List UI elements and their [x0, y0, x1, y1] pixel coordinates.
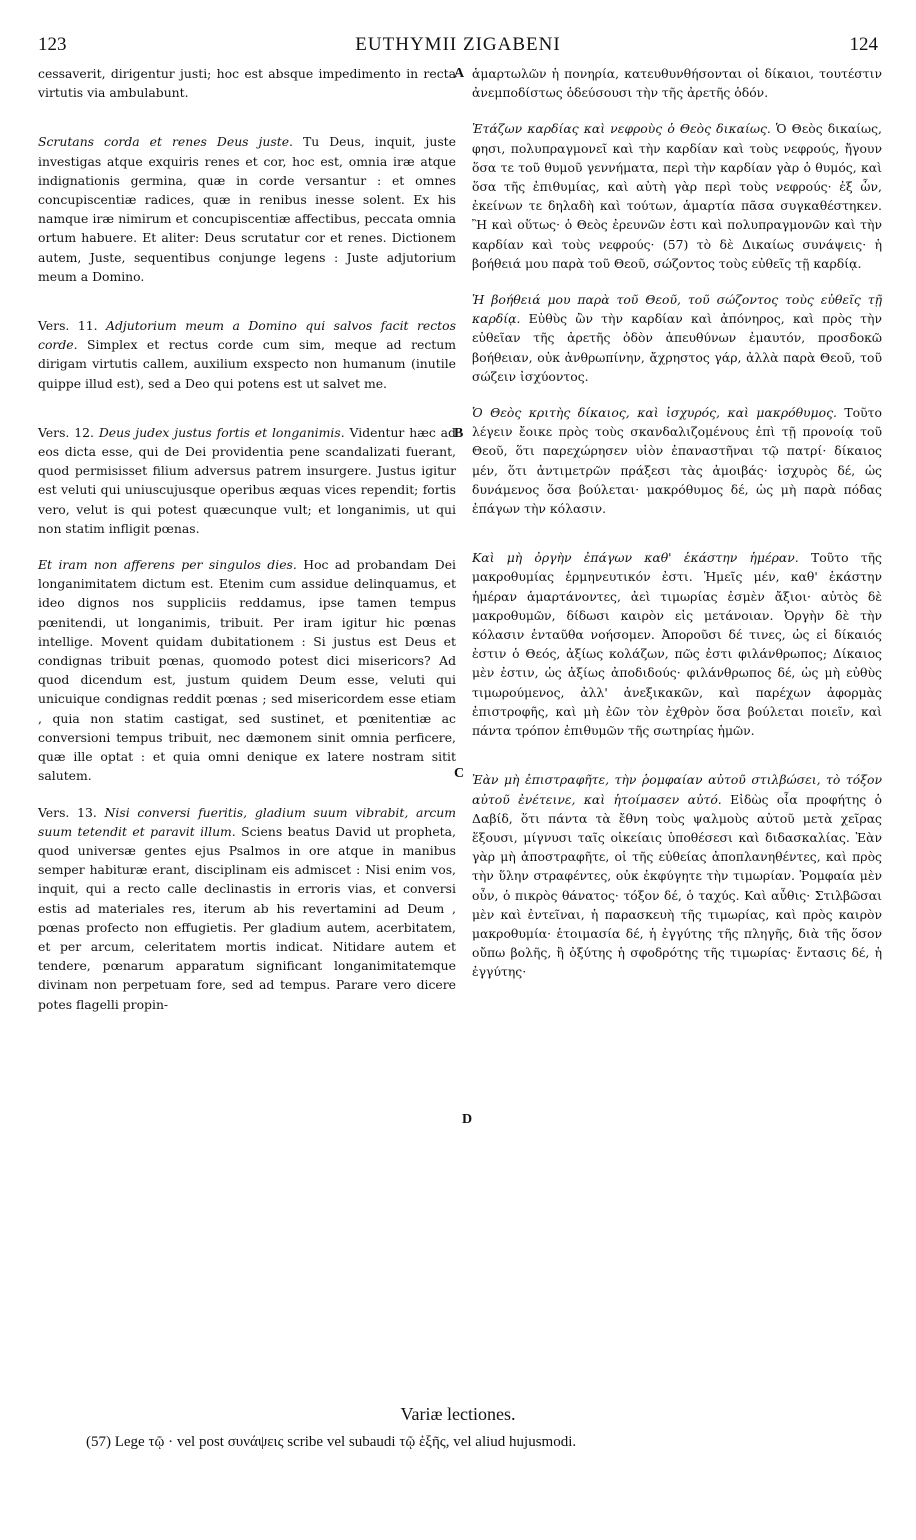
greek-text: ἁμαρτωλῶν ἡ πονηρία, κατευθυνθήσονται οἱ δίκαιοι, τουτέστιν ἀνεμποδίστως ὁδεύσουσι τὴν τῆς ἀρετῆς ὁδόν. — [472, 66, 882, 101]
greek-paragraph — [472, 770, 882, 981]
page-header — [38, 34, 878, 58]
latin-text: Videntur hæc ad eos dicta esse, qui de Dei providentia pene scandalizati fuerant, quod permisisset filium adversus patrem insurgere. Justus igitur est veluti qui uniuscujusque operibus æquas vices rependit; fortis vero, velut is qui potest quæcunque vult; et longanimis, ut qui non statim infligit pœnas. — [38, 424, 456, 536]
latin-lemma: Nisi conversi fueritis, gladium suum vibrabit, arcum suum tetendit et paravit illum. — [38, 804, 456, 839]
verse-number: Vers. 13. — [38, 804, 97, 820]
greek-lemma: Ἐὰν μὴ ἐπιστραφῆτε, τὴν ῥομφαίαν αὐτοῦ στιλβώσει, τὸ τόξον αὐτοῦ ἐνέτεινε, καὶ ἡτοίμασεν αὐτό. — [472, 772, 882, 807]
variant-readings-title: Variæ lectiones. — [400, 1404, 516, 1424]
latin-paragraph — [38, 803, 456, 1014]
latin-lemma: Et iram non afferens per singulos dies. — [38, 557, 297, 573]
latin-text: cessaverit, dirigentur justi; hoc est absque impedimento in recta virtutis via ambulabunt. — [38, 66, 456, 101]
latin-text: Simplex et rectus corde cum sim, meque ad rectum dirigam virtutis callem, auxilium exspecto non humanum (inutile quippe illud est), sed a Deo qui potens est ut salvet me. — [38, 337, 456, 391]
greek-text: Τοῦτο τῆς μακροθυμίας ἑρμηνευτικόν ἐστι. Ἡμεῖς μέν, καθ' ἑκάστην ἡμέραν ἁμαρτάνοντες, ἀεὶ τιμωρίας ἐσμὲν ἄξιοι· αὐτὸς δὲ μακροθυμῶν, δίδωσι καιρὸν εἰς μετάνοιαν. Ὀργὴν δὲ τὴν κόλασιν ἐνταῦθα νοήσομεν. Ἀποροῦσι δέ τινες, ὡς εἰ δίκαιός ἐστιν ὁ Θεός, ἀξίως κολάζων, πῶς ἐστι φιλάνθρωπος; Δίκαιος μὲν ἐστιν, ὡς ἀξίως ἀποδιδούς· φιλάνθρωπος δέ, ὡς μὴ εὐθὺς τιμωρούμενος, ἀλλ' ἀνεξικακῶν, καὶ παρέχων ἀφορμὰς ἐπιστροφῆς, καὶ μὴ ἐῶν τὸν ἐχθρὸν ὅσα βούλεται ποιεῖν, καὶ πάντα τρόπον ἐπιθυμῶν τῆς σωτηρίας ἡμῶν. — [472, 550, 882, 739]
greek-text: Εὐθὺς ὢν τὴν καρδίαν καὶ ἀπόνηρος, καὶ πρὸς τὴν εὐθεῖαν τῆς ἀρετῆς ὁδὸν ἀπευθύνων ἐμαυτόν, προσδοκῶ βοήθειαν, οὐκ ἀνθρωπίνην, ἄχρηστος γάρ, ἀλλὰ παρὰ Θεοῦ, τοῦ σώζειν ἰσχύοντος. — [472, 311, 882, 384]
greek-column — [472, 64, 882, 982]
latin-text: Tu Deus, inquit, juste investigas atque exquiris renes et cor, hoc est, omnia iræ atque indignationis germina, quæ in corde versantur : et omnes concupiscentiæ radices, quæ in renibus inesse solent. Ex his namque iræ nimirum et concupiscentiæ affectibus, peccata omnia ortum habuere. Et aliter: Deus scrutatur cor et renes. Dictionem autem, Juste, sequentibus conjunge legens : Juste adjutorium meum a Domino. — [38, 134, 456, 284]
latin-text: Sciens beatus David ut propheta, quod universæ gentes ejus Psalmos in ore atque in manibus semper habituræ erant, disciplinam eis admiscet : Nisi enim vos, inquit, qui a recto calle declinastis in erroris vias, et conversi estis ad materiales res, iterum ab his revertamini ad Deum , pœnas profecto non effugietis. Per gladium autem, acerbitatem, et per arcum, celeritatem mortis indicat. Nitidare autem et tendere, pœnarum apparatum significant longanimitatemque divinam non perpetuam fore, sed ad tempus. Parare vero dicere potes flagelli propin- — [38, 823, 456, 1012]
verse-number: Vers. 11. — [38, 318, 98, 334]
greek-paragraph — [472, 548, 882, 740]
latin-text: Hoc ad probandam Dei longanimitatem dictum est. Etenim cum assidue delinquamus, et ideo dignos nos suppliciis reddamus, ipse tamen tempus pœnitendi, ut longanimis, tribuit. Per iram igitur hic pœnas intellige. Movent quidam dubitationem : Si justus est Deus et condignas tribuit pœnas, quomodo potest dici misericors? Ad quod dicendum est, justum quidem Deum esse, veluti qui unicuique condignas reddit pœnas ; sed misericordem esse etiam , quia non statim castigat, sed sustinet, et pœnitentiæ ac conversioni tempus tribuit, nec dæmonem sinit omnia perficere, quæ ille optat : et quia omni denique ex latere nostram sitit salutem. — [38, 557, 456, 784]
latin-lemma: Adjutorium meum a Domino qui salvos facit rectos corde. — [38, 318, 456, 353]
margin-marker-c: C — [454, 766, 465, 781]
greek-text: Τοῦτο λέγειν ἔοικε πρὸς τοὺς σκανδαλιζομένους ἐπὶ τῇ προνοίᾳ τοῦ Θεοῦ, ὅτι παρεχώρησεν υἱὸν ἐπαναστῆναι τῷ πατρί· δίκαιος μέν, ὅτι ἀντιμετρῶν πράξεσι τὰς ἀμοιβάς· ἰσχυρὸς δέ, ὡς δυνάμενος ὅσα βούλεται· μακρόθυμος δέ, ὡς μὴ παρὰ πόδας ἐπάγων τὴν κόλασιν. — [472, 405, 882, 517]
latin-paragraph — [38, 64, 456, 102]
greek-lemma: Ἡ βοήθειά μου παρὰ τοῦ Θεοῦ, τοῦ σώζοντος τοὺς εὐθεῖς τῇ καρδίᾳ. — [472, 292, 882, 327]
margin-marker-a: A — [454, 66, 465, 81]
greek-lemma: Ἐτάζων καρδίας καὶ νεφροὺς ὁ Θεὸς δικαίως. — [472, 121, 771, 137]
latin-paragraph — [38, 132, 456, 286]
greek-paragraph — [472, 119, 882, 273]
greek-paragraph — [472, 403, 882, 518]
latin-lemma: Scrutans corda et renes Deus juste. — [38, 134, 293, 150]
greek-text: Εἰδὼς οἷα προφήτης ὁ Δαβίδ, ὅτι πάντα τὰ ἔθνη τοὺς ψαλμοὺς αὐτοῦ μετὰ χεῖρας ἕξουσι, μίγνυσι ταῖς οἰκείαις ὑποθέσεσι καὶ διδασκαλίας. Ἐὰν γὰρ μὴ ἀποστραφῆτε, οἱ τῆς εὐθείας ἀποπλανηθέντες, καὶ πρὸς τὴν ὕλην στραφέντες, οὐκ ἐκφύγητε τὴν τιμωρίαν. Ῥομφαία μὲν οὖν, ὁ πικρὸς θάνατος· τόξον δέ, ὁ ταχύς. Καὶ αὖθις· Στιλβῶσαι μὲν καὶ ἐντεῖναι, ἡ παρασκευὴ τῆς τιμωρίας, καὶ πρὸς καιρὸν μακροθυμία· ἑτοιμασία δέ, ἡ ἐγγύτης τῆς πληγῆς, διὰ τῆς ὅσον οὔπω βολῆς, ἢ ὀξύτης ἡ σφοδρότης τῆς τιμωρίας· ἔντασις δέ, ἡ ἐγγύτης· — [472, 791, 882, 980]
latin-column — [38, 64, 456, 1014]
verse-number: Vers. 12. — [38, 424, 94, 440]
page-number-left: 123 — [38, 34, 67, 55]
page-number-right: 124 — [849, 34, 878, 55]
greek-lemma: Καὶ μὴ ὀργὴν ἐπάγων καθ' ἑκάστην ἡμέραν. — [472, 550, 799, 566]
margin-marker-d: D — [462, 1112, 473, 1127]
latin-paragraph — [38, 423, 456, 538]
latin-lemma: Deus judex justus fortis et longanimis. — [93, 424, 345, 440]
greek-lemma: Ὁ Θεὸς κριτὴς δίκαιος, καὶ ἰσχυρός, καὶ μακρόθυμος. — [472, 405, 837, 421]
latin-paragraph — [38, 316, 456, 393]
latin-paragraph — [38, 555, 456, 785]
greek-paragraph — [472, 64, 882, 102]
running-title: EUTHYMII ZIGABENI — [355, 34, 561, 55]
greek-text: Ὁ Θεὸς δικαίως, φησι, πολυπραγμονεῖ καὶ τὴν καρδίαν καὶ τοὺς νεφρούς, ἤγουν ὅσα τε τοῦ θυμοῦ γεννήματα, περὶ τὴν καρδίαν γὰρ ὁ θυμός, καὶ ὅσα τῆς ἐπιθυμίας, καὶ αὐτὴ γὰρ περὶ τοὺς νεφρούς· ἐξ ὧν, ἐκείνων τε δηλαδὴ καὶ τούτων, ἁμαρτία πᾶσα συγκαθέστηκεν. Ἢ καὶ οὕτως· ὁ Θεὸς ἐρευνῶν ἐστι καὶ πολυπραγμονῶν καὶ τὴν καρδίαν καὶ τοὺς νεφρούς· (57) τὸ δὲ Δικαίως συνάψεις· ἡ βοήθειά μου παρὰ τοῦ Θεοῦ, σώζοντος τοὺς εὐθεῖς τῇ καρδίᾳ. — [472, 121, 882, 271]
variant-readings-note: (57) Lege τῷ · vel post συνάψεις scribe vel subaudi τῷ ἑξῆς, vel aliud hujusmodi. — [86, 1434, 577, 1450]
margin-marker-b: B — [454, 426, 464, 441]
greek-paragraph — [472, 290, 882, 386]
